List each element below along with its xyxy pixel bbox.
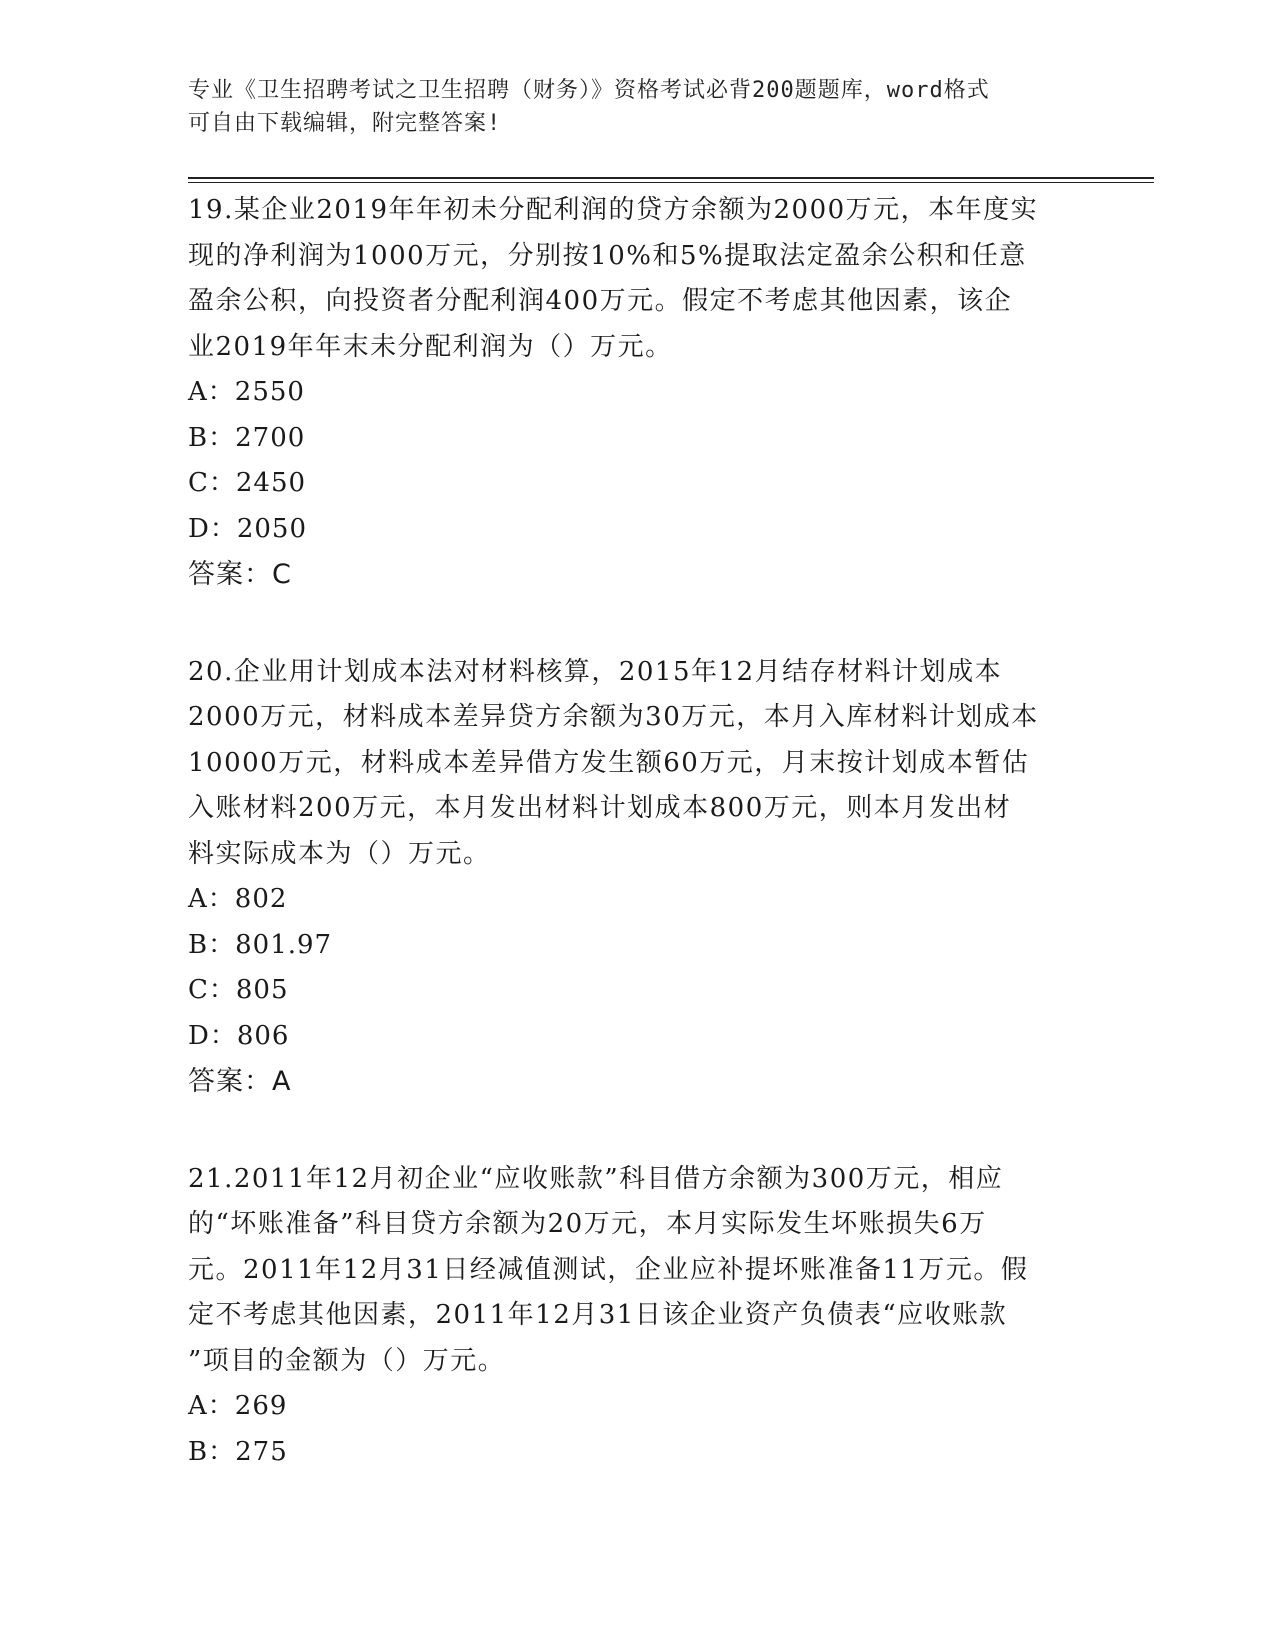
header-divider-thin (188, 182, 1154, 183)
question-text-line: 盈余公积，向投资者分配利润400万元。假定不考虑其他因素，该企 (188, 286, 1013, 316)
option-a: A：802 (188, 884, 288, 914)
question-text-line: 19.某企业2019年年初未分配利润的贷方余额为2000万元，本年度实 (188, 195, 1039, 225)
question-19 (188, 188, 1088, 598)
question-text-line: 定不考虑其他因素，2011年12月31日该企业资产负债表“应收账款 (188, 1300, 1008, 1330)
question-list (188, 188, 1088, 1527)
header-line-2: 可自由下载编辑，附完整答案! (188, 111, 502, 136)
document-header (188, 74, 1068, 140)
option-c: C：2450 (188, 468, 307, 498)
answer-label: 答案：A (188, 1066, 292, 1097)
question-text-line: 元。2011年12月31日经减值测试，企业应补提坏账准备11万元。假 (188, 1254, 1029, 1285)
option-b: B：275 (188, 1436, 288, 1467)
option-b: B：2700 (188, 422, 306, 453)
question-text-line: 21.2011年12月初企业“应收账款”科目借方余额为300万元，相应 (188, 1163, 1004, 1194)
answer-label: 答案：C (188, 559, 292, 590)
header-line-1: 专业《卫生招聘考试之卫生招聘（财务）》资格考试必背200题题库，word格式 (188, 78, 990, 103)
question-text-line: 2000万元，材料成本差异贷方余额为30万元，本月入库材料计划成本 (188, 702, 1039, 732)
option-b: B：801.97 (188, 929, 333, 960)
question-21 (188, 1157, 1088, 1476)
option-d: D：2050 (188, 513, 308, 544)
option-a: A：2550 (188, 377, 305, 407)
question-text-line: 料实际成本为（）万元。 (188, 838, 491, 869)
question-text-line: 的“坏账准备”科目贷方余额为20万元，本月实际发生坏账损失6万 (188, 1209, 987, 1239)
question-text-line: 现的净利润为1000万元，分别按10%和5%提取法定盈余公积和任意 (188, 240, 1027, 271)
option-d: D：806 (188, 1020, 290, 1051)
header-divider-thick (188, 177, 1154, 179)
question-text-line: 20.企业用计划成本法对材料核算，2015年12月结存材料计划成本 (188, 656, 1003, 687)
question-20 (188, 650, 1088, 1105)
question-text-line: 10000万元，材料成本差异借方发生额60万元，月末按计划成本暂估 (188, 747, 1030, 778)
question-text-line: ”项目的金额为（）万元。 (188, 1345, 506, 1376)
question-text-line: 入账材料200万元，本月发出材料计划成本800万元，则本月发出材 (188, 793, 1012, 823)
option-c: C：805 (188, 975, 289, 1005)
option-a: A：269 (188, 1391, 288, 1421)
question-text-line: 业2019年年末未分配利润为（）万元。 (188, 331, 673, 362)
